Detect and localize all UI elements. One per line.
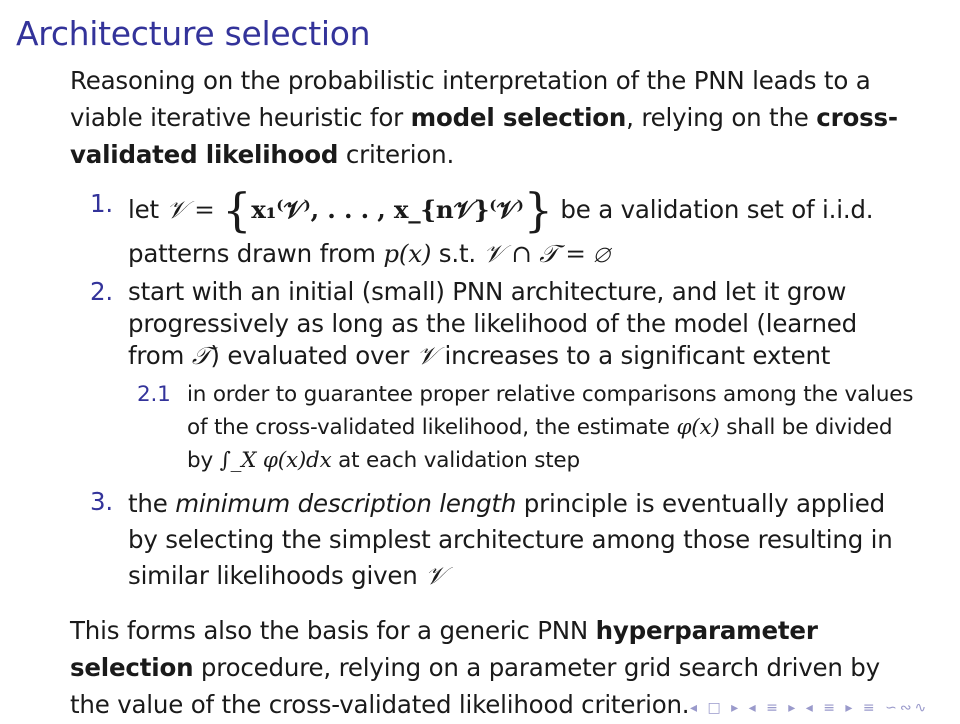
item2-text-1: start with an initial (small) PNN architecture, and let it grow progressively as long as the likelihood of the model (learned from (128, 277, 858, 370)
item3-italic: minimum description length (175, 489, 517, 518)
sub-text-2: shall be divided by (187, 415, 893, 473)
item2-text-2: ) evaluated over (210, 341, 417, 370)
list-item-1-number: 1. (90, 189, 113, 218)
intro-text-2: , relying on the (626, 103, 817, 132)
list-item-3 (90, 486, 893, 590)
sub-text-1: in order to guarantee proper relative comparisons among the values of the cross-validated likelihood, the estimate (187, 382, 914, 440)
list-item-1-body (128, 183, 908, 276)
intro-paragraph (70, 62, 920, 173)
sub-item-number: 2.1 (137, 382, 171, 407)
intro-bold-2: cross-validated likelihood (70, 103, 898, 169)
sub-list-item-2-1 (137, 378, 914, 473)
item1-lead: let (128, 195, 167, 224)
item1-math-validation-set: 𝒱 = (166, 195, 223, 224)
list-item-2-body (128, 276, 908, 372)
item1-brace-open: { (222, 183, 252, 237)
sub-text-3: at each validation step (331, 448, 580, 473)
intro-text-1: Reasoning on the probabilistic interpretation of the PNN leads to a viable iterative heuristic for (70, 66, 871, 132)
beamer-navigation-icons[interactable]: ◂ □ ▸ ◂ ≡ ▸ ◂ ≡ ▸ ≡ ∽∾∿ (690, 700, 930, 716)
sub-math-integral: ∫_X φ(x)dx (219, 448, 332, 473)
outro-text-1: This forms also the basis for a generic PNN (70, 616, 596, 645)
item2-text-3: increases to a significant extent (436, 341, 831, 370)
slide-title: Architecture selection (16, 14, 371, 53)
intro-text-3: criterion. (338, 140, 455, 169)
list-item-2 (90, 276, 858, 370)
item1-mid: be a validation set of i.i.d. patterns drawn from (128, 195, 874, 268)
item1-tail: s.t. (431, 239, 484, 268)
item2-math-training-set: 𝒯 (191, 341, 211, 370)
item1-math-px: p(x) (383, 239, 432, 268)
list-item-2-number: 2. (90, 277, 113, 306)
item1-set-elements: x₁⁽𝒱⁾, . . . , x_{n𝒱}⁽𝒱⁾ (251, 195, 524, 224)
sub-math-phi: φ(x) (676, 415, 720, 440)
item1-brace-close: } (523, 183, 553, 237)
item3-text-1: the (128, 489, 176, 518)
item3-text-2: principle is eventually applied by selecting the simplest architecture among those resulting in similar likelihoods given (128, 489, 893, 590)
list-item-1 (90, 183, 874, 268)
outro-text-2: procedure, relying on a parameter grid search driven by the value of the cross-validated likelihood criterion. (70, 653, 880, 719)
item2-math-validation-set: 𝒱 (416, 341, 437, 370)
intro-bold-1: model selection (410, 103, 627, 132)
item3-math-validation-set: 𝒱 (425, 561, 446, 590)
item1-math-intersection: 𝒱 ∩ 𝒯 = ∅ (483, 239, 610, 268)
outro-bold-1: hyperparameter selection (70, 616, 818, 682)
list-item-3-body (128, 486, 908, 594)
list-item-3-number: 3. (90, 487, 113, 516)
sub-item-body (187, 378, 917, 477)
